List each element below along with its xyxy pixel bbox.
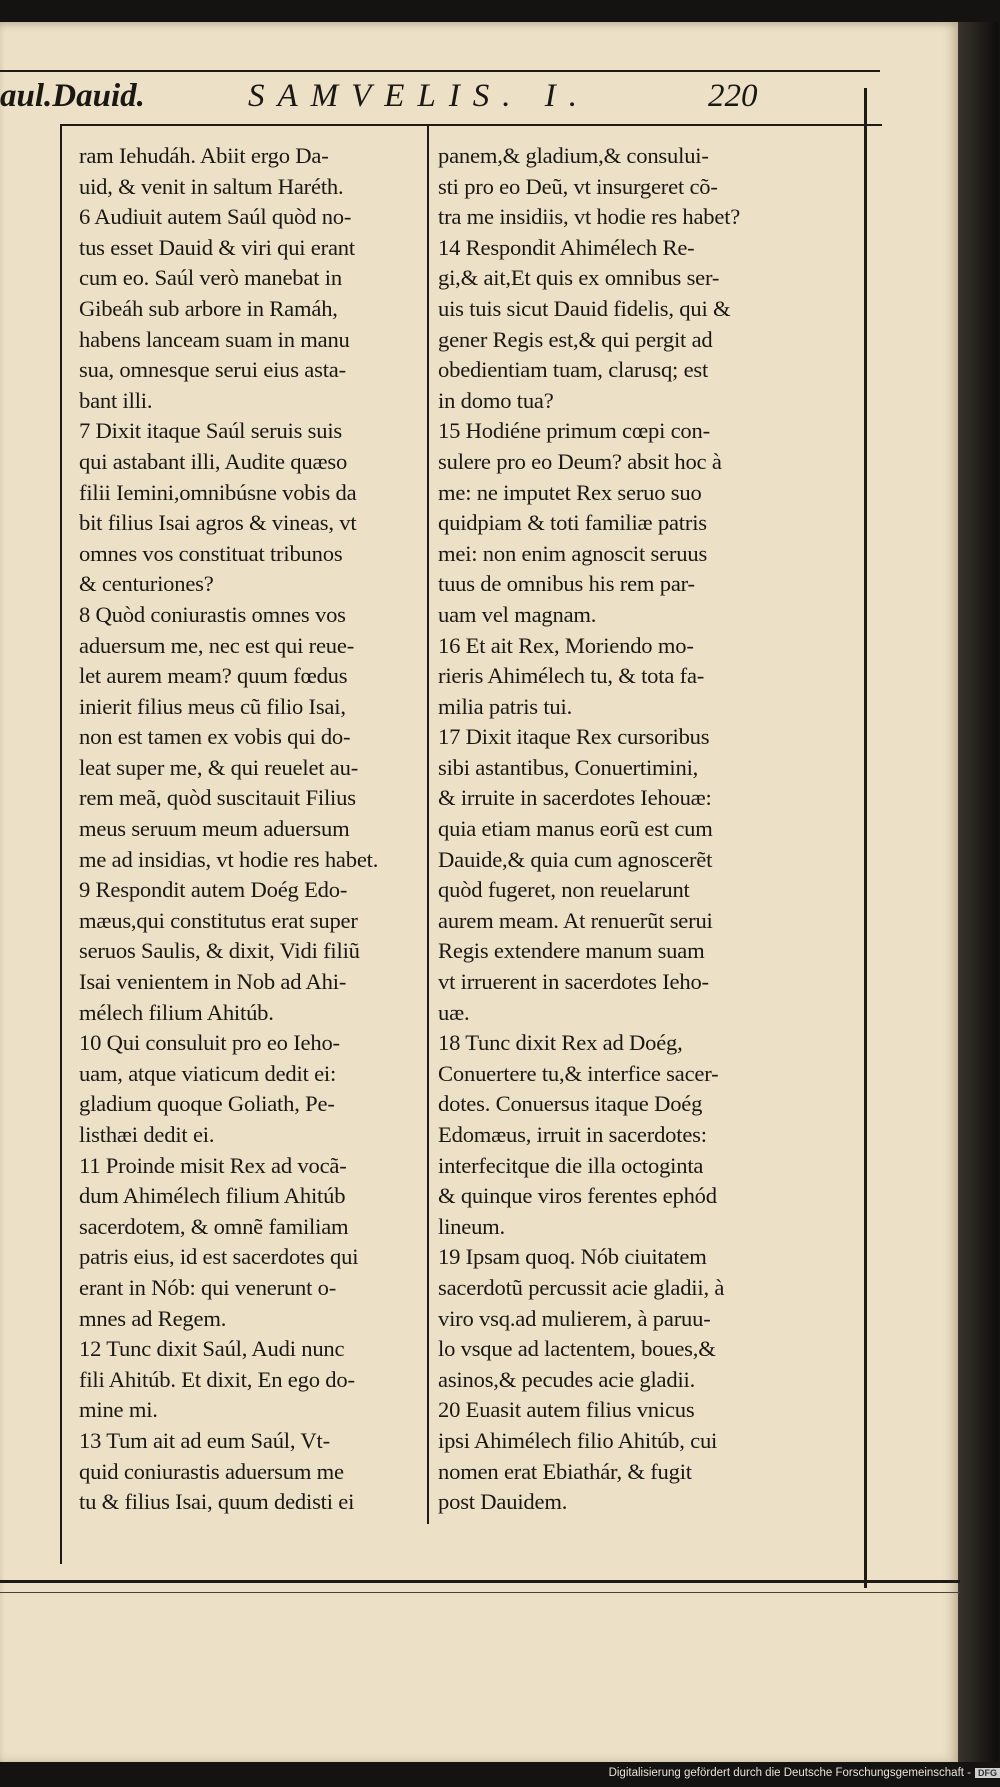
text-line: ipsi Ahimélech filio Ahitúb, cui (438, 1427, 718, 1453)
text-line: uid, & venit in saltum Haréth. (79, 173, 344, 199)
text-line: sulere pro eo Deum? absit hoc à (438, 448, 722, 474)
column-divider-rule (427, 124, 429, 1524)
text-line: 9 Respondit autem Doég Edo- (79, 877, 348, 903)
text-line: vt irruerent in sacerdotes Ieho- (438, 969, 709, 995)
page-number: 220 (708, 78, 758, 114)
text-line: gi,& ait,Et quis ex omnibus ser- (438, 265, 720, 291)
text-line: me ad insidias, vt hodie res habet. (79, 846, 379, 872)
text-line: uam vel magnam. (438, 601, 597, 627)
text-line: habens lanceam suam in manu (79, 326, 350, 352)
text-line: 15 Hodiéne primum cœpi con- (438, 418, 710, 444)
text-line: 16 Et ait Rex, Moriendo mo- (438, 632, 694, 658)
running-head-title: SAMVELIS. I. (248, 78, 591, 114)
text-line: sua, omnesque serui eius asta- (79, 357, 346, 383)
text-line: quòd fugeret, non reuelarunt (438, 877, 690, 903)
text-line: inierit filius meus cũ filio Isai, (79, 693, 346, 719)
text-line: mnes ad Regem. (79, 1305, 227, 1331)
text-line: qui astabant illi, Audite quæso (79, 448, 348, 474)
text-line: sti pro eo Deũ, vt insurgeret cõ- (438, 173, 718, 199)
text-line: mine mi. (79, 1397, 158, 1423)
text-line: uam, atque viaticum dedit ei: (79, 1060, 337, 1086)
text-line: omnes vos constituat tribunos (79, 540, 343, 566)
text-line: nomen erat Ebiathár, & fugit (438, 1458, 692, 1484)
text-line: 17 Dixit itaque Rex cursoribus (438, 724, 710, 750)
text-line: 19 Ipsam quoq. Nób ciuitatem (438, 1244, 707, 1270)
text-line: 14 Respondit Ahimélech Re- (438, 234, 695, 260)
digitization-credit (600, 1767, 1000, 1787)
text-line: dotes. Conuersus itaque Doég (438, 1091, 703, 1117)
dfg-logo: DFG (975, 1768, 1000, 1778)
text-line: mélech filium Ahitúb. (79, 999, 274, 1025)
text-line: filii Iemini,omnibúsne vobis da (79, 479, 357, 505)
text-line: rem meã, quòd suscitauit Filius (79, 785, 356, 811)
text-line: milia patris tui. (438, 693, 573, 719)
running-header (0, 78, 880, 124)
text-line: tu & filius Isai, quum dedisti ei (79, 1489, 355, 1515)
text-line: sibi astantibus, Conuertimini, (438, 754, 699, 780)
text-line: 20 Euasit autem filius vnicus (438, 1397, 695, 1423)
left-margin-rule (60, 124, 62, 1564)
text-line: in domo tua? (438, 387, 554, 413)
text-line: non est tamen ex vobis qui do- (79, 724, 351, 750)
text-line: tus esset Dauid & viri qui erant (79, 234, 355, 260)
text-line: erant in Nób: qui venerunt o- (79, 1274, 337, 1300)
text-line: lineum. (438, 1213, 505, 1239)
right-margin-rule (864, 88, 867, 1588)
text-line: sacerdotem, & omnẽ familiam (79, 1213, 349, 1239)
text-line: & quinque viros ferentes ephód (438, 1183, 717, 1209)
text-line: Conuertere tu,& interfice sacer- (438, 1060, 719, 1086)
right-text-column (438, 141, 778, 1518)
text-line: let aurem meam? quum fœdus (79, 663, 348, 689)
text-line: aduersum me, nec est qui reue- (79, 632, 355, 658)
text-line: 13 Tum ait ad eum Saúl, Vt- (79, 1427, 330, 1453)
text-line: asinos,& pecudes acie gladii. (438, 1366, 696, 1392)
text-line: uæ. (438, 999, 470, 1025)
text-line: cum eo. Saúl verò manebat in (79, 265, 342, 291)
left-text-column (79, 141, 424, 1518)
credit-text: Digitalisierung gefördert durch die Deutsche Forschungsgemeinschaft - (608, 1767, 971, 1779)
text-line: obedientiam tuam, clarusq; est (438, 357, 709, 383)
text-line: mei: non enim agnoscit seruus (438, 540, 708, 566)
text-line: 11 Proinde misit Rex ad vocã- (79, 1152, 347, 1178)
text-line: sacerdotũ percussit acie gladii, à (438, 1274, 725, 1300)
text-line: lo vsque ad lactentem, boues,& (438, 1336, 716, 1362)
text-line: & centuriones? (79, 571, 214, 597)
text-line: seruos Saulis, & dixit, Vidi filiũ (79, 938, 360, 964)
text-line: ram Iehudáh. Abiit ergo Da- (79, 143, 329, 168)
text-line: 10 Qui consuluit pro eo Ieho- (79, 1030, 340, 1056)
text-line: tra me insidiis, vt hodie res habet? (438, 204, 741, 230)
text-line: quia etiam manus eorũ est cum (438, 816, 713, 842)
text-line: Dauide,& quia cum agnoscerẽt (438, 846, 713, 872)
text-line: rieris Ahimélech tu, & tota fa- (438, 663, 705, 689)
text-line: Edomæus, irruit in sacerdotes: (438, 1122, 707, 1147)
running-head-left: aul.Dauid. (0, 78, 145, 114)
text-line: panem,& gladium,& consului- (438, 143, 709, 168)
text-line: aurem meam. At renuerũt serui (438, 907, 713, 933)
text-line: bit filius Isai agros & vineas, vt (79, 510, 357, 536)
text-line: interfecitque die illa octoginta (438, 1152, 704, 1178)
text-line: & irruite in sacerdotes Iehouæ: (438, 785, 712, 811)
text-line: me: ne imputet Rex seruo suo (438, 479, 702, 505)
footer-rule (0, 1580, 960, 1583)
text-line: viro vsq.ad mulierem, à paruu- (438, 1305, 711, 1331)
text-line: dum Ahimélech filium Ahitúb (79, 1183, 346, 1209)
footer-rule-thin (0, 1592, 960, 1593)
text-line: Regis extendere manum suam (438, 938, 705, 964)
text-line: tuus de omnibus his rem par- (438, 571, 695, 597)
page-edge-shadow (958, 22, 998, 1762)
text-line: 18 Tunc dixit Rex ad Doég, (438, 1030, 683, 1056)
header-top-rule (0, 70, 880, 72)
text-line: patris eius, id est sacerdotes qui (79, 1244, 359, 1270)
text-line: 8 Quòd coniurastis omnes vos (79, 601, 346, 627)
text-line: Gibeáh sub arbore in Ramáh, (79, 295, 338, 321)
text-line: meus seruum meum aduersum (79, 816, 350, 842)
text-line: mæus,qui constitutus erat super (79, 907, 358, 933)
text-line: Isai venientem in Nob ad Ahi- (79, 969, 347, 995)
text-line: quidpiam & toti familiæ patris (438, 510, 707, 536)
text-line: listhæi dedit ei. (79, 1122, 215, 1147)
text-line: bant illi. (79, 387, 153, 413)
text-line: gladium quoque Goliath, Pe- (79, 1091, 335, 1117)
text-line: leat super me, & qui reuelet au- (79, 754, 359, 780)
text-line: gener Regis est,& qui pergit ad (438, 326, 713, 352)
header-bottom-rule (60, 124, 882, 126)
text-line: 6 Audiuit autem Saúl quòd no- (79, 204, 352, 230)
text-line: 12 Tunc dixit Saúl, Audi nunc (79, 1336, 345, 1362)
text-line: quid coniurastis aduersum me (79, 1458, 344, 1484)
text-line: 7 Dixit itaque Saúl seruis suis (79, 418, 343, 444)
text-line: post Dauidem. (438, 1489, 568, 1515)
text-line: fili Ahitúb. Et dixit, En ego do- (79, 1366, 355, 1392)
text-line: uis tuis sicut Dauid fidelis, qui & (438, 295, 731, 321)
